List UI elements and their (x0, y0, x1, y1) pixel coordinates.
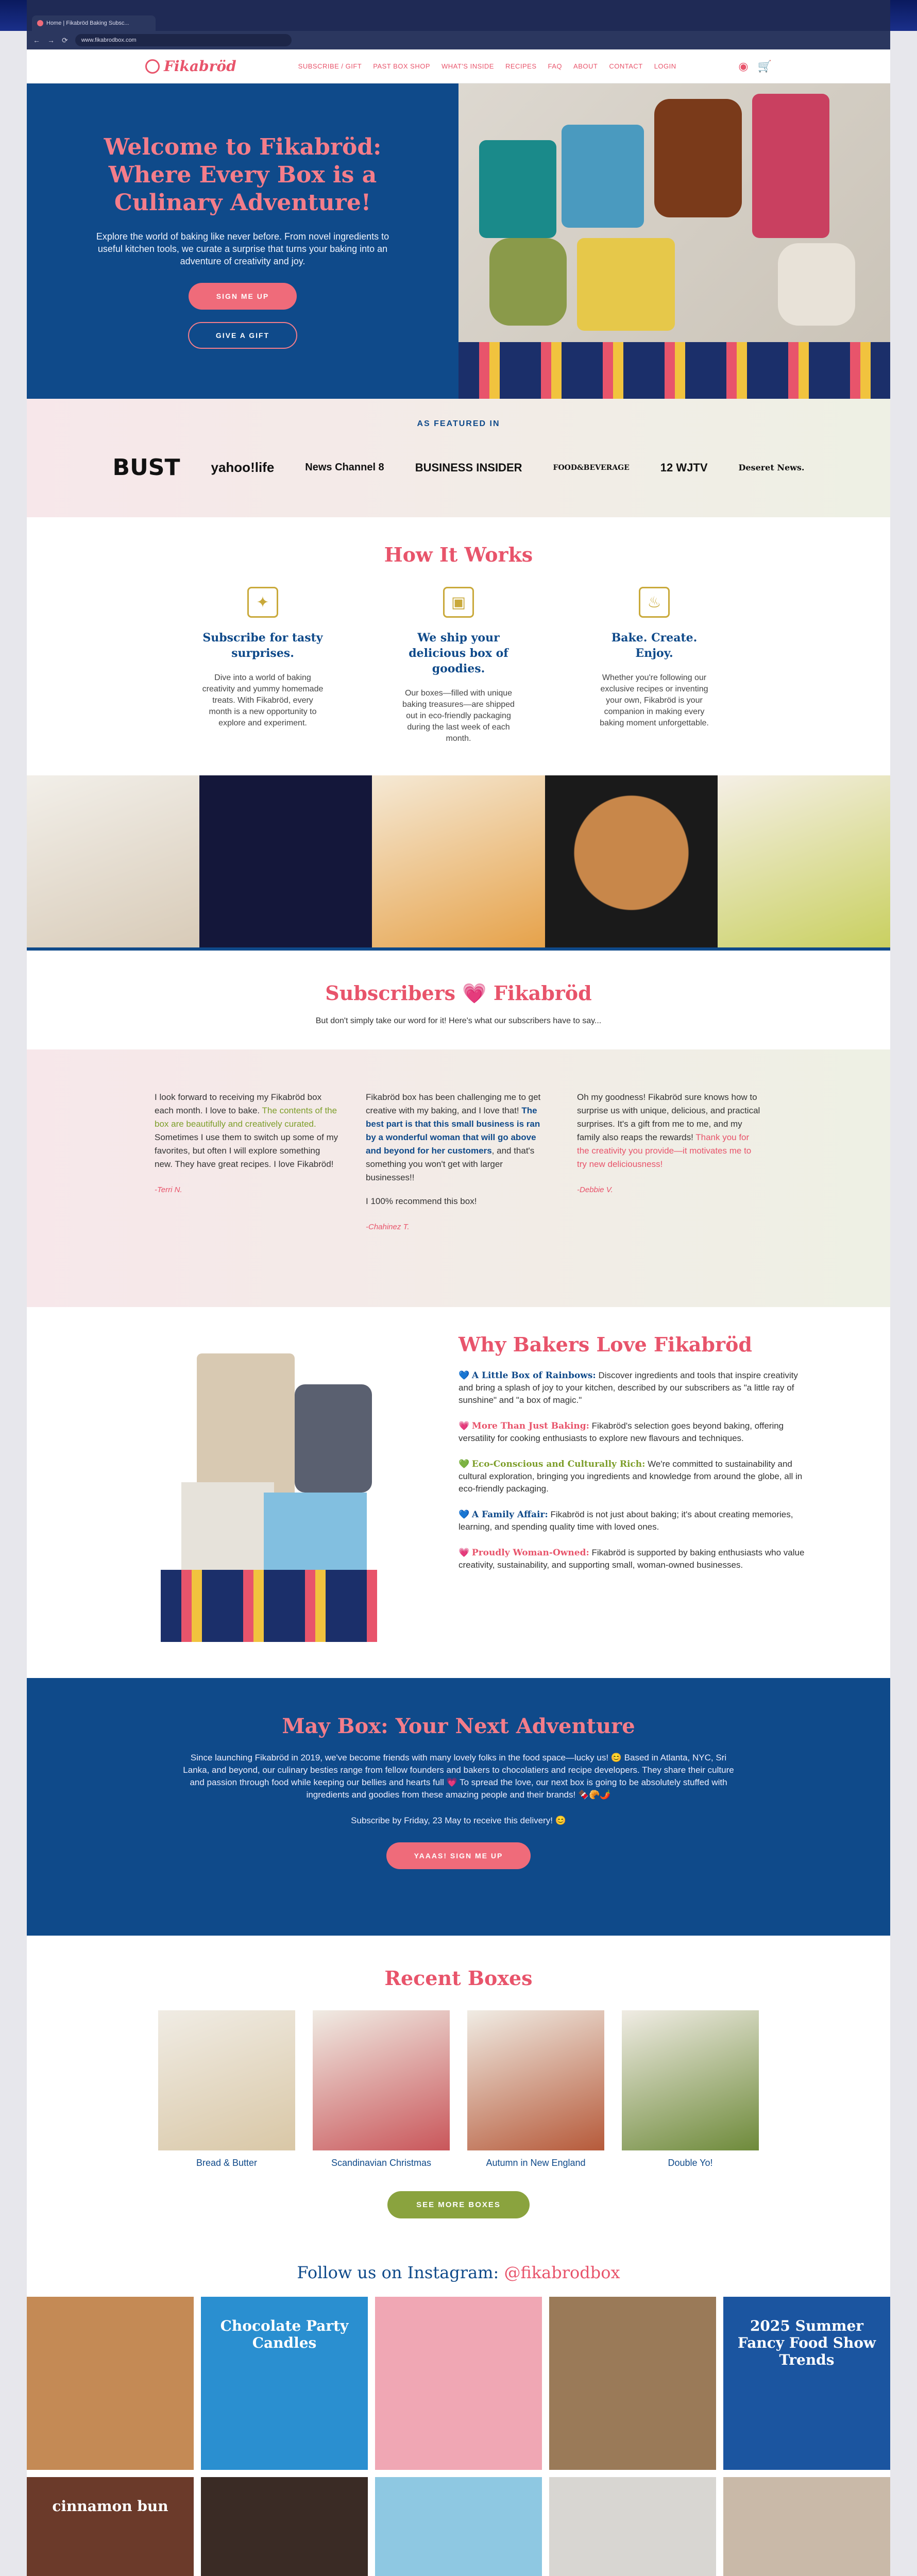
testimonial-author: -Debbie V. (577, 1185, 613, 1194)
recent-box-image[interactable] (313, 2010, 450, 2150)
recent-boxes-list (27, 2010, 890, 2168)
nav-link-subscribe[interactable]: SUBSCRIBE / GIFT (298, 62, 362, 70)
press-logo-deseret-news: Deseret News. (738, 463, 805, 472)
how-it-works-steps (27, 587, 890, 744)
site-header (27, 49, 890, 83)
why-item (458, 1458, 809, 1495)
why-item-text: Discover ingredients and tools that inspire creativity and bring a splash of joy to your kitchen, described by our subscribers as "a little ray of sunshine" and "a box of magic." (458, 1370, 798, 1405)
nav-link-about[interactable]: ABOUT (573, 62, 598, 70)
recent-box-label[interactable]: Scandinavian Christmas (331, 2158, 432, 2168)
how-step (397, 587, 520, 744)
why-item-label: A Little Box of Rainbows: (471, 1370, 596, 1381)
press-logo-bust: BUST (112, 454, 180, 481)
instagram-title (27, 2249, 890, 2297)
testimonial-author: -Terri N. (155, 1185, 182, 1194)
instagram-post[interactable] (549, 2477, 716, 2576)
why-item (458, 1547, 809, 1571)
halva-box-image (479, 140, 556, 238)
testimonial-text: Fikabröd box has been challenging me to get creative with my baking, and I love that! (366, 1092, 541, 1115)
testimonial-highlight: The contents of the box are beautifully and creatively curated. (155, 1106, 337, 1129)
nav-link-contact[interactable]: CONTACT (609, 62, 643, 70)
instagram-post[interactable] (201, 2297, 368, 2470)
nav-link-login[interactable]: LOGIN (654, 62, 676, 70)
strip-photo-box (27, 775, 199, 947)
subscribers-subtitle: But don't simply take our word for it! Here's what our subscribers have to say... (315, 1016, 602, 1025)
how-step-text: Dive into a world of baking creativity and yummy homemade treats. With Fikabröd, every month is a new opportunity to explore and experiment. (202, 673, 324, 727)
why-item-label: Proudly Woman-Owned: (471, 1548, 589, 1558)
how-step-text: Our boxes—filled with unique baking treasures—are shipped out in eco-friendly packaging during the last week of each month. (402, 689, 515, 743)
instagram-post[interactable] (375, 2297, 542, 2470)
instagram-post-caption: cinnamon bun (52, 2498, 168, 2515)
address-bar[interactable] (75, 34, 292, 46)
fatty-sundays-box-image (752, 94, 829, 238)
instagram-post[interactable] (723, 2297, 890, 2470)
forward-icon[interactable]: → (47, 36, 55, 44)
recent-boxes-section (27, 1936, 890, 2249)
instagram-post[interactable] (549, 2297, 716, 2470)
may-box-section (27, 1678, 890, 1936)
subscribers-header (27, 951, 890, 1049)
why-item (458, 1369, 809, 1406)
press-logo-news-channel-8: News Channel 8 (305, 462, 384, 473)
heart-icon: 💙 (458, 1370, 470, 1380)
hero-title: Welcome to Fikabröd: Where Every Box is a Culinary Adventure! (104, 134, 382, 216)
testimonial (155, 1091, 340, 1307)
browser-tab-bar (27, 0, 890, 31)
logo-mark-icon (145, 59, 160, 74)
heart-icon: 💙 (458, 1510, 470, 1519)
testimonial (577, 1091, 762, 1307)
recent-box-card[interactable] (467, 2010, 604, 2168)
why-item-label: More Than Just Baking: (471, 1421, 589, 1431)
how-step (201, 587, 325, 744)
nav-link-faq[interactable]: FAQ (548, 62, 563, 70)
how-it-works-title: How It Works (384, 543, 533, 566)
recent-box-card[interactable] (158, 2010, 295, 2168)
press-logo-wjtv: 12 WJTV (660, 461, 708, 474)
sprinkles-jar-image (778, 243, 855, 326)
site-logo[interactable] (145, 58, 236, 75)
browser-toolbar (27, 31, 890, 49)
package-image (181, 1482, 274, 1570)
press-logos (27, 454, 890, 481)
why-item-text: Fikabröd's selection goes beyond baking, offering versatility for cooking enthusiasts to explore new flavours and techniques. (458, 1421, 784, 1443)
see-more-boxes-button[interactable]: SEE MORE BOXES (387, 2191, 530, 2218)
gift-box-icon: ▣ (443, 587, 474, 618)
instagram-post[interactable] (27, 2477, 194, 2576)
why-item-label: Eco-Conscious and Culturally Rich: (471, 1459, 646, 1469)
may-box-title: May Box: Your Next Adventure (282, 1714, 635, 1738)
how-step-heading: Bake. Create. Enjoy. (611, 631, 698, 660)
how-it-works-section (27, 517, 890, 775)
how-step-heading: We ship your delicious box of goodies. (409, 631, 508, 675)
subscribers-title: Subscribers 💗 Fikabröd (325, 981, 592, 1005)
url-text: www.fikabrodbox.com (81, 37, 137, 43)
may-box-text: Since launching Fikabröd in 2019, we've become friends with many lovely folks in the food space—lucky us! 😊 Based in Atlanta, NYC, Sri Lanka, and beyond, our culinary besties range from fellow founders and bakers to chocolatiers and recipe developers. They share their culture and passion through food while keeping our bellies and hearts full 💗 To spread the love, our next box is going to be absolutely stuffed with ingredients and goodies from these amazing people and their brands! 🍫🥐🌶️ (183, 1753, 734, 1800)
why-item-label: A Family Affair: (471, 1510, 548, 1520)
instagram-post[interactable] (27, 2297, 194, 2470)
yaaas-sign-me-up-button[interactable]: YAAAS! SIGN ME UP (386, 1842, 531, 1869)
instagram-post[interactable] (723, 2477, 890, 2576)
main-nav (298, 62, 676, 70)
why-product-image (27, 1328, 458, 1678)
why-item-text: We're committed to sustainability and cultural exploration, bringing you ingredients and knowledge from around the globe, all in eco-friendly packaging. (458, 1459, 803, 1494)
cart-icon[interactable]: 🛒 (757, 59, 772, 73)
back-icon[interactable]: ← (33, 36, 40, 44)
instagram-handle[interactable]: @fikabrodbox (504, 2263, 620, 2282)
sign-me-up-button[interactable]: SIGN ME UP (189, 283, 297, 310)
hero-text: Explore the world of baking like never before. From novel ingredients to useful kitchen tools, we curate a surprise that turns your baking into an adventure of creativity and joy. (96, 231, 389, 266)
testimonial-text: Oh my goodness! Fikabröd sure knows how to surprise us with unique, delicious, and practical surprises. It's a gift from me to me, and my family also reaps the rewards! (577, 1092, 760, 1142)
account-icon[interactable]: ◉ (738, 59, 749, 73)
recent-boxes-title: Recent Boxes (384, 1967, 533, 1990)
party-popper-icon: ✦ (247, 587, 278, 618)
instagram-post[interactable] (375, 2477, 542, 2576)
hero-section (27, 83, 890, 399)
package-image (264, 1493, 367, 1575)
recent-box-image[interactable] (622, 2010, 759, 2150)
heart-icon: 💗 (458, 1421, 470, 1431)
strip-photo-cake (545, 775, 718, 947)
testimonial-text: I 100% recommend this box! (366, 1196, 477, 1206)
nav-link-recipes[interactable]: RECIPES (505, 62, 537, 70)
heart-icon: 💗 (458, 1548, 470, 1557)
header-icons (738, 60, 772, 73)
why-item-text: Fikabröd is supported by baking enthusiasts who value creativity, sustainability, and supporting small, woman-owned businesses. (458, 1548, 805, 1570)
nav-link-whats-inside[interactable]: WHAT'S INSIDE (441, 62, 494, 70)
testimonial-highlight: Thank you for the creativity you provide—it motivates me to try new deliciousness! (577, 1132, 752, 1169)
recent-box-label[interactable]: Autumn in New England (486, 2158, 586, 2168)
recent-box-card[interactable] (622, 2010, 759, 2168)
why-item (458, 1420, 809, 1445)
press-logo-business-insider: BUSINESS INSIDER (415, 461, 522, 474)
why-title: Why Bakers Love Fikabröd (458, 1333, 752, 1356)
butter-box-image (577, 238, 675, 331)
recent-box-label[interactable]: Bread & Butter (196, 2158, 258, 2168)
testimonial-text: I look forward to receiving my Fikabröd box each month. I love to bake. (155, 1092, 322, 1115)
featured-in-section (27, 399, 890, 517)
favicon-icon (37, 20, 43, 26)
testimonial-text: , and that's something you won't get with larger businesses!! (366, 1146, 535, 1182)
decorative-box-pattern (458, 342, 890, 399)
caramel-jar-image (654, 99, 742, 217)
why-list (458, 1328, 809, 1678)
press-logo-yahoo: yahoo!life (211, 460, 275, 475)
recent-box-image[interactable] (467, 2010, 604, 2150)
featured-heading: AS FEATURED IN (417, 419, 500, 428)
nav-link-past-box-shop[interactable]: PAST BOX SHOP (373, 62, 431, 70)
strip-photo-cookies (199, 775, 372, 947)
instagram-grid (27, 2297, 890, 2576)
give-a-gift-button[interactable]: GIVE A GIFT (188, 322, 297, 349)
strip-photo-box (718, 775, 890, 947)
logo-text: Fikabröd (164, 58, 236, 75)
browser-tab[interactable] (32, 15, 156, 31)
reload-icon[interactable]: ⟳ (62, 36, 68, 44)
how-step-heading: Subscribe for tasty surprises. (202, 631, 323, 660)
testimonials (27, 1049, 890, 1307)
instagram-post-caption: Chocolate Party Candles (220, 2317, 349, 2351)
why-bakers-love-section (27, 1307, 890, 1678)
pistachio-jar-image (489, 238, 567, 326)
how-step (592, 587, 716, 744)
decorative-box-pattern (161, 1570, 377, 1642)
testimonial (366, 1091, 551, 1307)
heart-icon: 💚 (458, 1459, 470, 1469)
instagram-prefix: Follow us on Instagram: (297, 2263, 499, 2282)
testimonial-highlight: The best part is that this small business is ran by a wonderful woman that will go above and beyond for her customers (366, 1106, 540, 1156)
tab-title: Home | Fikabröd Baking Subsc... (46, 20, 129, 26)
recent-box-image[interactable] (158, 2010, 295, 2150)
why-item-text: Fikabröd is not just about baking; it's about creating memories, learning, and spending quality time with loved ones. (458, 1510, 793, 1532)
press-logo-food-beverage: FOOD&BEVERAGE (553, 463, 630, 472)
may-box-deadline: Subscribe by Friday, 23 May to receive this delivery! 😊 (351, 1816, 566, 1825)
recent-box-label[interactable]: Double Yo! (668, 2158, 713, 2168)
product-box-image (562, 125, 644, 228)
hero-product-image (458, 83, 890, 399)
testimonial-text: Sometimes I use them to switch up some of my favorites, but often I will explore something new. They have great recipes. I love Fikabröd! (155, 1132, 338, 1169)
testimonial-author: -Chahinez T. (366, 1223, 410, 1231)
recent-box-card[interactable] (313, 2010, 450, 2168)
hero-content (27, 83, 458, 399)
photo-strip (27, 775, 890, 951)
instagram-post-caption: 2025 Summer Fancy Food Show Trends (737, 2317, 876, 2368)
why-item (458, 1509, 809, 1533)
how-step-text: Whether you're following our exclusive recipes or inventing your own, Fikabröd is your companion in making every baking moment unforgettable. (600, 673, 709, 727)
instagram-post[interactable] (201, 2477, 368, 2576)
cupcake-icon: ♨ (639, 587, 670, 618)
strip-photo-box (372, 775, 545, 947)
tin-image (295, 1384, 372, 1493)
browser-window (27, 0, 890, 2576)
